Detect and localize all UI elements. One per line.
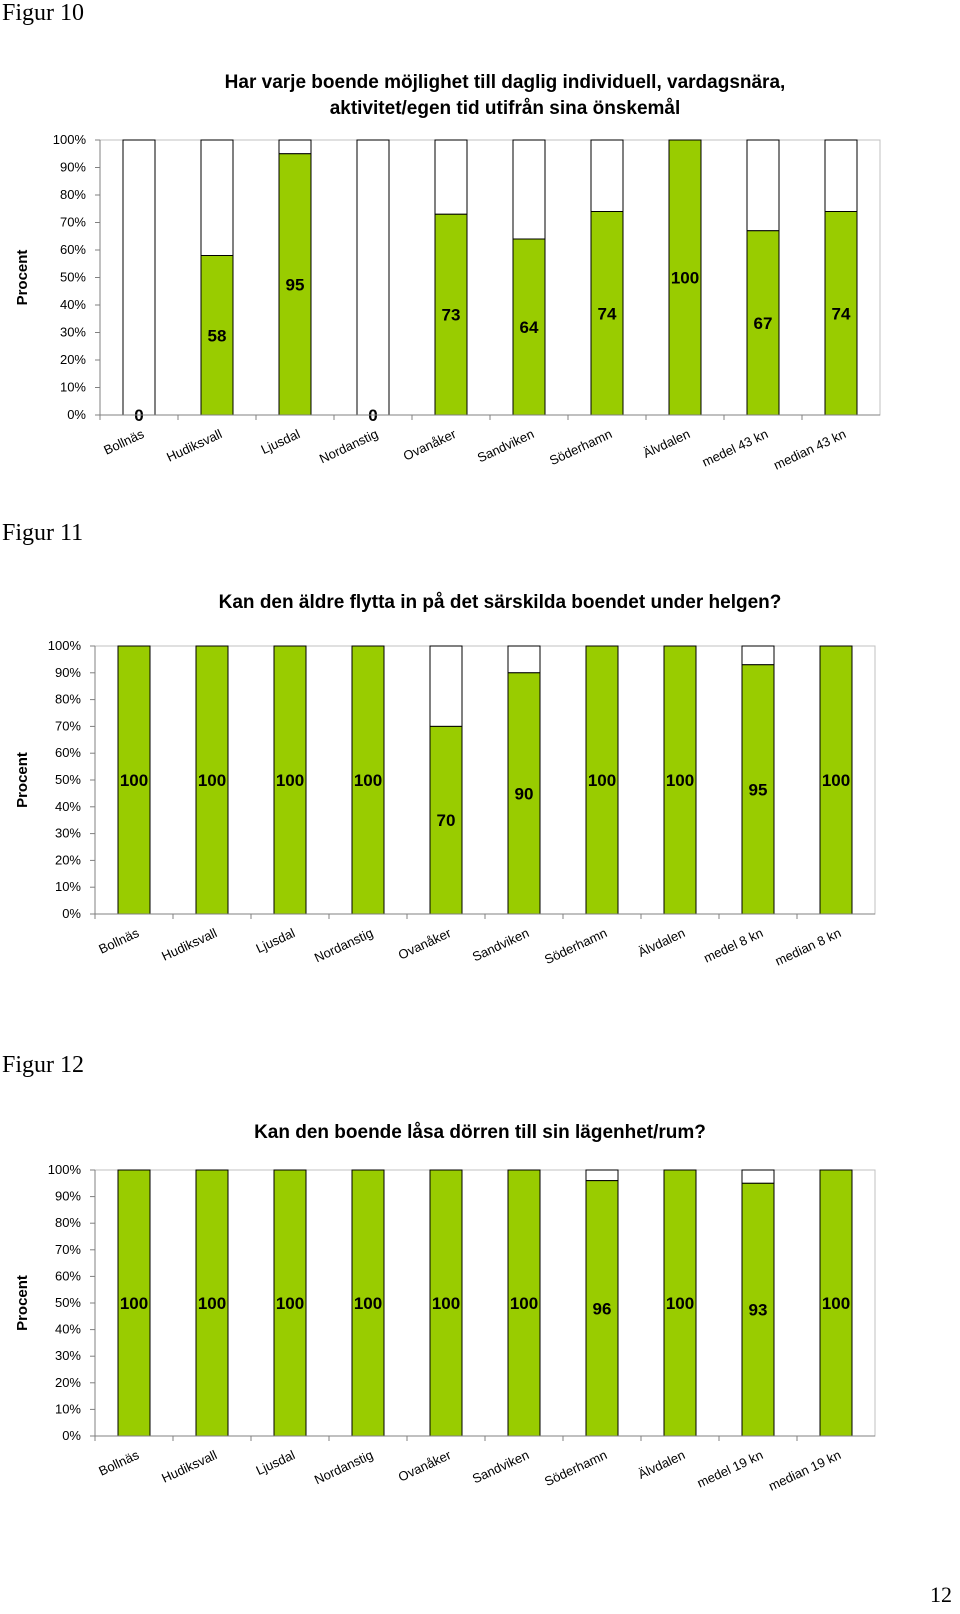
data-label-3: 95 <box>285 275 305 295</box>
y-tick-label: 20% <box>54 1374 81 1390</box>
bar-remainder-4 <box>357 140 389 415</box>
x-tick-label: Ljusdal <box>253 1447 298 1479</box>
data-label-6: 90 <box>514 784 534 804</box>
data-label-5: 100 <box>431 1294 461 1313</box>
y-tick-label: 80% <box>54 691 81 707</box>
bar-chart-figur-11 <box>0 640 960 1010</box>
x-tick-label: Nordanstig <box>311 925 376 966</box>
x-tick-label: median 43 kn <box>771 426 849 473</box>
x-tick-label: median 8 kn <box>772 925 844 969</box>
data-label-3: 100 <box>275 771 305 790</box>
chart-title-10 <box>0 70 960 122</box>
data-label-1: 0 <box>134 406 144 425</box>
y-tick-label: 70% <box>59 214 86 230</box>
y-tick-label: 60% <box>59 242 86 257</box>
x-tick-label: Sandviken <box>469 925 532 965</box>
y-axis-title: Procent <box>14 249 31 306</box>
bar-remainder-9 <box>742 1170 774 1183</box>
x-tick-label: Söderhamn <box>547 426 615 469</box>
bar-remainder-6 <box>508 646 540 673</box>
y-tick-label: 50% <box>54 1295 81 1310</box>
x-tick-label: medel 43 kn <box>699 426 771 470</box>
x-tick-label: Bollnäs <box>101 426 147 458</box>
y-tick-label: 70% <box>54 718 81 734</box>
figure-caption-10: Figur 10 <box>2 0 85 26</box>
bar-remainder-9 <box>742 646 774 665</box>
y-tick-label: 90% <box>54 1188 81 1204</box>
x-tick-label: Älvdalen <box>635 925 688 960</box>
y-tick-label: 20% <box>54 852 81 868</box>
data-label-4: 100 <box>353 771 383 790</box>
y-tick-label: 100% <box>47 638 81 653</box>
data-label-6: 64 <box>519 318 539 337</box>
data-label-10: 100 <box>821 1294 851 1313</box>
data-label-5: 70 <box>436 811 456 831</box>
x-tick-label: Ovanåker <box>395 925 454 963</box>
data-label-8: 100 <box>665 1294 695 1313</box>
x-tick-label: medel 8 kn <box>701 925 766 966</box>
bar-remainder-1 <box>123 140 155 415</box>
y-tick-label: 80% <box>59 187 86 202</box>
bar-remainder-6 <box>513 140 545 239</box>
y-tick-label: 30% <box>59 324 86 340</box>
y-tick-label: 30% <box>54 1348 81 1364</box>
bar-remainder-7 <box>591 140 623 212</box>
data-label-2: 58 <box>207 326 227 346</box>
y-tick-label: 60% <box>54 1268 81 1284</box>
y-tick-label: 0% <box>62 1428 81 1443</box>
x-tick-label: Sandviken <box>469 1447 532 1487</box>
y-tick-label: 100% <box>52 132 86 147</box>
y-tick-label: 80% <box>54 1215 81 1231</box>
bar-remainder-10 <box>825 140 857 212</box>
y-tick-label: 70% <box>54 1241 81 1257</box>
data-label-7: 74 <box>597 304 617 324</box>
x-tick-label: Ljusdal <box>258 426 303 458</box>
y-axis-title: Procent <box>14 1275 31 1331</box>
y-tick-label: 10% <box>54 1401 81 1417</box>
data-label-2: 100 <box>197 1294 227 1313</box>
x-tick-label: Bollnäs <box>96 1447 142 1479</box>
data-label-10: 74 <box>831 304 851 324</box>
bar-remainder-9 <box>747 140 779 231</box>
figure-caption-11: Figur 11 <box>2 520 84 546</box>
x-tick-label: Nordanstig <box>316 426 381 467</box>
data-label-4: 0 <box>368 406 378 425</box>
data-label-8: 100 <box>670 268 700 288</box>
x-tick-label: Älvdalen <box>635 1447 688 1482</box>
y-tick-label: 50% <box>59 269 86 285</box>
bar-remainder-3 <box>279 140 311 154</box>
y-tick-label: 100% <box>47 1162 81 1177</box>
data-label-7: 100 <box>587 771 617 790</box>
figure-caption-12: Figur 12 <box>2 1052 85 1078</box>
y-tick-label: 0% <box>62 906 81 921</box>
x-tick-label: Sandviken <box>474 426 537 466</box>
data-label-6: 100 <box>509 1294 539 1313</box>
x-tick-label: Ljusdal <box>253 925 298 957</box>
page-number: 12 <box>930 1582 952 1607</box>
data-label-9: 67 <box>753 313 773 333</box>
chart-title-line: aktivitet/egen tid utifrån sina önskemål <box>329 98 681 119</box>
y-tick-label: 10% <box>54 879 81 895</box>
x-tick-label: Söderhamn <box>542 1447 610 1490</box>
bar-chart-figur-10 <box>0 128 960 498</box>
x-tick-label: Hudiksvall <box>159 1447 220 1486</box>
bar-remainder-5 <box>430 646 462 726</box>
y-axis-title: Procent <box>14 752 31 808</box>
x-tick-label: Söderhamn <box>542 925 610 968</box>
x-tick-label: Hudiksvall <box>164 426 225 465</box>
data-label-3: 100 <box>275 1294 305 1313</box>
data-label-9: 93 <box>748 1300 768 1320</box>
y-tick-label: 30% <box>54 825 81 841</box>
bar-remainder-5 <box>435 140 467 214</box>
data-label-10: 100 <box>821 771 851 790</box>
x-tick-label: medel 19 kn <box>694 1447 766 1491</box>
data-label-9: 95 <box>748 780 768 800</box>
bar-remainder-7 <box>586 1170 618 1181</box>
data-label-2: 100 <box>197 771 227 790</box>
data-label-8: 100 <box>665 771 695 790</box>
chart-title-line: Kan den boende låsa dörren till sin lägenhet/rum? <box>254 1122 706 1143</box>
y-tick-label: 60% <box>54 745 81 761</box>
data-label-1: 100 <box>119 1294 149 1313</box>
y-tick-label: 0% <box>67 407 86 422</box>
y-tick-label: 40% <box>54 798 81 814</box>
y-tick-label: 90% <box>59 159 86 175</box>
y-tick-label: 50% <box>54 772 81 787</box>
x-tick-label: Bollnäs <box>96 925 142 957</box>
y-tick-label: 20% <box>59 352 86 367</box>
y-tick-label: 40% <box>59 297 86 312</box>
x-tick-label: Nordanstig <box>311 1447 376 1488</box>
data-label-5: 73 <box>441 305 461 325</box>
y-tick-label: 10% <box>59 379 86 395</box>
chart-title-line: Har varje boende möjlighet till daglig individuell, vardagsnära, <box>224 72 786 93</box>
x-tick-label: Älvdalen <box>640 426 693 461</box>
x-tick-label: median 19 kn <box>766 1447 844 1494</box>
chart-title-11 <box>0 590 960 616</box>
data-label-7: 96 <box>592 1299 612 1319</box>
chart-title-line: Kan den äldre flytta in på det särskilda boendet under helgen? <box>218 592 782 613</box>
x-tick-label: Ovanåker <box>400 426 459 464</box>
chart-title-12 <box>0 1120 960 1146</box>
y-tick-label: 90% <box>54 664 81 680</box>
data-label-4: 100 <box>353 1294 383 1313</box>
x-tick-label: Ovanåker <box>395 1447 454 1485</box>
data-label-1: 100 <box>119 771 149 790</box>
y-tick-label: 40% <box>54 1321 81 1337</box>
x-tick-label: Hudiksvall <box>159 925 220 964</box>
bar-chart-figur-12 <box>0 1162 960 1550</box>
bar-remainder-2 <box>201 140 233 256</box>
